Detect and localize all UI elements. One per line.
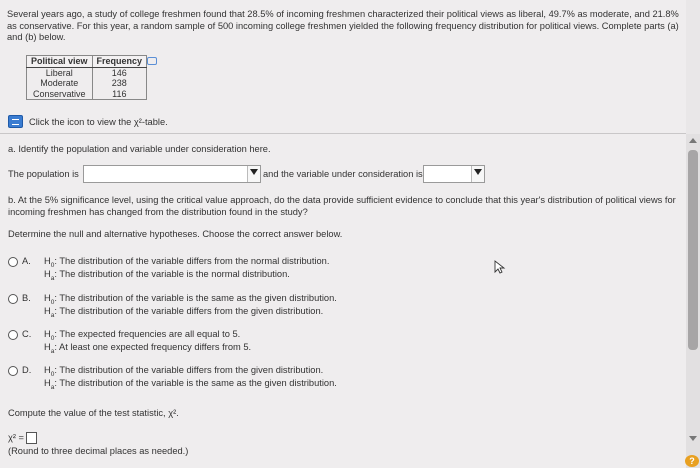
radio-button[interactable] xyxy=(8,257,18,267)
alternative-hypothesis: $H_a$: The distribution of the variable differs from the given distribution. xyxy=(44,306,324,319)
null-hypothesis: $H_0$: The expected frequencies are all equal to 5. xyxy=(44,329,241,342)
null-hypothesis: $H_0$: The distribution of the variable differs from the given distribution. xyxy=(44,365,324,378)
frequency-table xyxy=(26,55,147,100)
table-cell: 116 xyxy=(92,89,147,100)
null-hypothesis: $H_0$: The distribution of the variable differs from the normal distribution. xyxy=(44,256,330,269)
table-cell: 146 xyxy=(92,67,147,78)
copy-icon[interactable] xyxy=(147,57,157,65)
chi-square-answer-row xyxy=(8,432,37,444)
divider xyxy=(0,133,686,134)
problem-text: Several years ago, a study of college freshmen found that 28.5% of incoming freshmen characterized their political views as liberal, 49.7% as moderate, and 21.8% as conservative. For this year, a random sample of 500 incoming college freshmen yielded the following frequency distribution for political views. Complete parts (a) and (b) below. xyxy=(7,9,679,42)
option-letter: A. xyxy=(22,256,31,266)
round-note: (Round to three decimal places as needed.) xyxy=(8,446,189,456)
variable-select[interactable] xyxy=(423,165,485,183)
mouse-cursor-icon xyxy=(494,260,506,274)
table-header-political-view: Political view xyxy=(27,56,93,68)
table-cell: 238 xyxy=(92,78,147,89)
hypotheses-instruction: Determine the null and alternative hypotheses. Choose the correct answer below. xyxy=(8,229,343,239)
alternative-hypothesis: $H_a$: The distribution of the variable is the same as the given distribution. xyxy=(44,378,337,391)
chi-square-input[interactable] xyxy=(26,432,37,444)
radio-button[interactable] xyxy=(8,366,18,376)
chi-table-reference[interactable] xyxy=(8,115,168,128)
chevron-down-icon xyxy=(250,169,258,175)
table-row xyxy=(27,78,147,89)
scroll-up-icon[interactable] xyxy=(689,138,697,143)
compute-instruction: Compute the value of the test statistic, χ². xyxy=(8,408,179,418)
alternative-hypothesis: $H_a$: At least one expected frequency differs from 5. xyxy=(44,342,252,355)
radio-button[interactable] xyxy=(8,330,18,340)
table-cell: Moderate xyxy=(27,78,93,89)
table-cell: Liberal xyxy=(27,67,93,78)
variable-label: and the variable under consideration is xyxy=(263,169,423,179)
table-row xyxy=(27,67,147,78)
vertical-scrollbar[interactable] xyxy=(686,134,700,468)
scroll-thumb[interactable] xyxy=(688,150,698,350)
part-a-question: a. Identify the population and variable under consideration here. xyxy=(8,144,271,154)
scroll-down-icon[interactable] xyxy=(689,436,697,441)
radio-button[interactable] xyxy=(8,294,18,304)
table-icon[interactable] xyxy=(8,115,23,128)
population-select[interactable] xyxy=(83,165,261,183)
table-row xyxy=(27,89,147,100)
alternative-hypothesis: $H_a$: The distribution of the variable is the normal distribution. xyxy=(44,269,290,282)
option-letter: B. xyxy=(22,293,31,303)
option-letter: C. xyxy=(22,329,32,339)
part-b-question: b. At the 5% significance level, using the critical value approach, do the data provide sufficient evidence to conclude that this year's distribution of political views for incoming freshmen has changed from the distribution found in the study? xyxy=(8,195,676,217)
table-header-frequency: Frequency xyxy=(92,56,147,68)
help-icon[interactable]: ? xyxy=(685,455,699,467)
chi-square-label: χ² = xyxy=(8,432,24,443)
reference-text: Click the icon to view the χ²-table. xyxy=(29,116,168,127)
table-cell: Conservative xyxy=(27,89,93,100)
chevron-down-icon xyxy=(474,169,482,175)
option-letter: D. xyxy=(22,365,32,375)
null-hypothesis: $H_0$: The distribution of the variable is the same as the given distribution. xyxy=(44,293,337,306)
population-label: The population is xyxy=(8,169,79,179)
